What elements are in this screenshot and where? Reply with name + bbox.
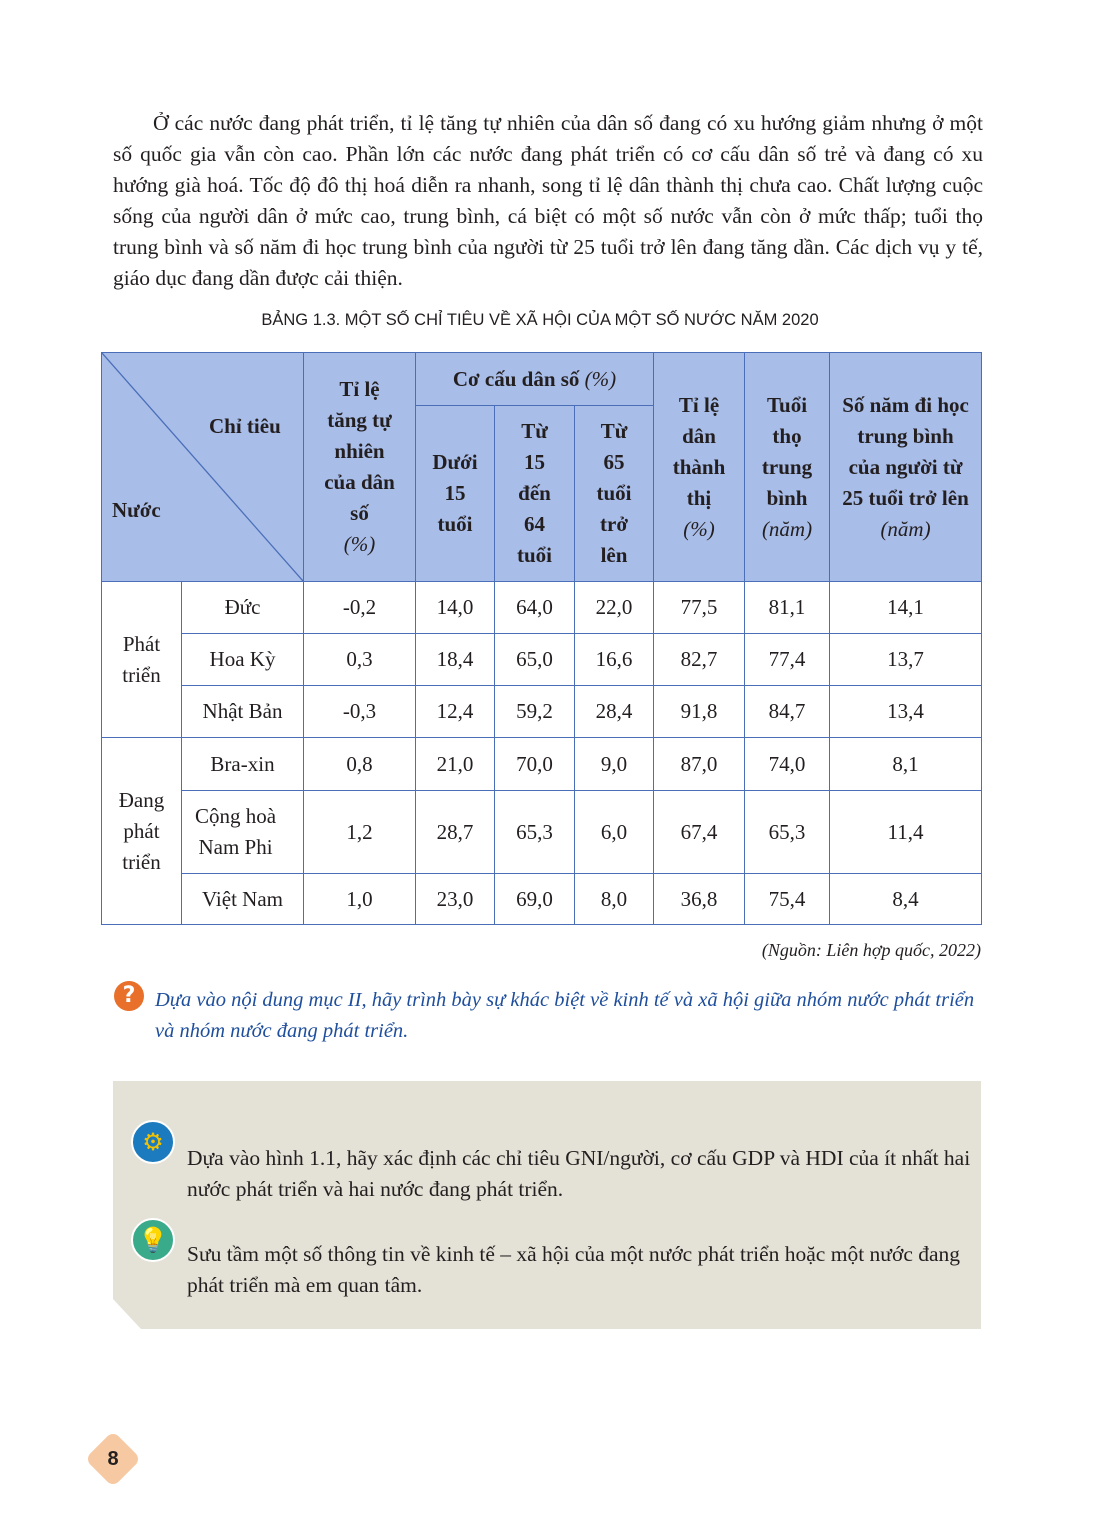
header-15-64 bbox=[495, 406, 575, 582]
value-cell: 65,0 bbox=[495, 634, 575, 686]
header-structure-unit: (%) bbox=[584, 366, 617, 391]
value-cell: 65,3 bbox=[495, 791, 575, 874]
value-cell: 69,0 bbox=[495, 874, 575, 925]
value-cell: 22,0 bbox=[575, 582, 654, 634]
value-cell: 28,7 bbox=[416, 791, 495, 874]
value-cell: 36,8 bbox=[654, 874, 745, 925]
value-cell: 77,5 bbox=[654, 582, 745, 634]
value-cell: 0,8 bbox=[304, 738, 416, 791]
value-cell: 70,0 bbox=[495, 738, 575, 791]
table-row bbox=[102, 874, 982, 925]
header-life-unit: (năm) bbox=[761, 516, 813, 541]
header-growth-label: Tỉ lệ tăng tự nhiên của dân số bbox=[324, 377, 395, 525]
group-cell: Phát triển bbox=[102, 582, 182, 738]
header-life bbox=[745, 353, 830, 582]
country-cell: Bra-xin bbox=[182, 738, 304, 791]
corner-header-cell bbox=[102, 353, 304, 582]
header-65 bbox=[575, 406, 654, 582]
value-cell: 64,0 bbox=[495, 582, 575, 634]
value-cell: 91,8 bbox=[654, 686, 745, 738]
value-cell: 77,4 bbox=[745, 634, 830, 686]
activity-text-apply: Sưu tầm một số thông tin về kinh tế – xã hội của một nước phát triển hoặc một nước đang phát triển mà em quan tâm. bbox=[187, 1242, 961, 1297]
value-cell: 11,4 bbox=[830, 791, 982, 874]
social-indicators-table bbox=[101, 352, 982, 925]
table-row bbox=[102, 582, 982, 634]
lightbulb-icon: 💡 bbox=[131, 1218, 175, 1262]
table-row bbox=[102, 634, 982, 686]
header-structure-label: Cơ cấu dân số bbox=[452, 366, 580, 391]
value-cell: 75,4 bbox=[745, 874, 830, 925]
country-cell: Hoa Kỳ bbox=[182, 634, 304, 686]
question-icon: ? bbox=[114, 981, 144, 1011]
value-cell: 13,4 bbox=[830, 686, 982, 738]
value-cell: 23,0 bbox=[416, 874, 495, 925]
header-urban bbox=[654, 353, 745, 582]
value-cell: 82,7 bbox=[654, 634, 745, 686]
question-text: Dựa vào nội dung mục II, hãy trình bày sự khác biệt về kinh tế và xã hội giữa nhóm nước phát triển và nhóm nước đang phát triển. bbox=[155, 989, 975, 1042]
header-school-label: Số năm đi học trung bình của người từ 25 tuổi trở lên bbox=[842, 392, 969, 510]
value-cell: 81,1 bbox=[745, 582, 830, 634]
value-cell: 8,0 bbox=[575, 874, 654, 925]
diagonal-line bbox=[102, 353, 303, 581]
header-under15 bbox=[416, 406, 495, 582]
table-title: BẢNG 1.3. MỘT SỐ CHỈ TIÊU VỀ XÃ HỘI CỦA MỘT SỐ NƯỚC NĂM 2020 bbox=[261, 311, 819, 329]
value-cell: 1,0 bbox=[304, 874, 416, 925]
header-growth-unit: (%) bbox=[343, 532, 376, 556]
header-15-64-label: Từ 15 đến 64 tuổi bbox=[516, 419, 552, 567]
value-cell: -0,2 bbox=[304, 582, 416, 634]
header-growth bbox=[304, 353, 416, 582]
corner-label-indicator: Chỉ tiêu bbox=[209, 414, 281, 438]
value-cell: 8,4 bbox=[830, 874, 982, 925]
table-row bbox=[102, 686, 982, 738]
value-cell: 74,0 bbox=[745, 738, 830, 791]
value-cell: 12,4 bbox=[416, 686, 495, 738]
value-cell: 9,0 bbox=[575, 738, 654, 791]
value-cell: -0,3 bbox=[304, 686, 416, 738]
value-cell: 87,0 bbox=[654, 738, 745, 791]
intro-paragraph: Ở các nước đang phát triển, tỉ lệ tăng tự nhiên của dân số đang có xu hướng giảm nhưng ở một số quốc gia vẫn còn cao. Phần lớn các nước đang phát triển có cơ cấu dân số trẻ và đang có xu hướng già hoá. Tốc độ đô thị hoá diễn ra nhanh, song tỉ lệ dân thành thị chưa cao. Chất lượng cuộc sống của người dân ở mức cao, trung bình, cá biệt có một số nước vẫn còn ở mức thấp; tuổi thọ trung bình và số năm đi học trung bình của người từ 25 tuổi trở lên đang tăng dần. Các dịch vụ y tế, giáo dục đang dần được cải thiện. bbox=[113, 111, 983, 290]
page-number: 8 bbox=[107, 1448, 119, 1470]
value-cell: 21,0 bbox=[416, 738, 495, 791]
header-urban-unit: (%) bbox=[683, 516, 715, 541]
corner-label-country: Nước bbox=[112, 498, 161, 522]
country-cell bbox=[182, 791, 304, 874]
country-cell: Việt Nam bbox=[182, 874, 304, 925]
value-cell: 1,2 bbox=[304, 791, 416, 874]
gear-icon: ⚙ bbox=[131, 1120, 175, 1164]
country-cell-text: Cộng hoà Nam Phi bbox=[194, 804, 277, 859]
value-cell: 28,4 bbox=[575, 686, 654, 738]
value-cell: 67,4 bbox=[654, 791, 745, 874]
table-row bbox=[102, 791, 982, 874]
header-65-label: Từ 65 tuổi trở lên bbox=[596, 419, 632, 567]
header-school bbox=[830, 353, 982, 582]
value-cell: 16,6 bbox=[575, 634, 654, 686]
header-under15-label: Dưới 15 tuổi bbox=[432, 450, 478, 536]
value-cell: 0,3 bbox=[304, 634, 416, 686]
value-cell: 14,1 bbox=[830, 582, 982, 634]
group-cell: Đang phát triển bbox=[102, 738, 182, 925]
value-cell: 84,7 bbox=[745, 686, 830, 738]
header-life-label: Tuổi thọ trung bình bbox=[761, 392, 813, 510]
table-source: (Nguồn: Liên hợp quốc, 2022) bbox=[761, 940, 981, 960]
country-cell: Đức bbox=[182, 582, 304, 634]
table-row bbox=[102, 738, 982, 791]
country-cell: Nhật Bản bbox=[182, 686, 304, 738]
value-cell: 14,0 bbox=[416, 582, 495, 634]
header-urban-label: Tỉ lệ dân thành thị bbox=[672, 392, 726, 510]
value-cell: 18,4 bbox=[416, 634, 495, 686]
header-school-unit: (năm) bbox=[880, 516, 931, 541]
activity-text-practice: Dựa vào hình 1.1, hãy xác định các chỉ tiêu GNI/người, cơ cấu GDP và HDI của ít nhất hai nước phát triển và hai nước đang phát triển. bbox=[187, 1146, 971, 1201]
value-cell: 65,3 bbox=[745, 791, 830, 874]
value-cell: 6,0 bbox=[575, 791, 654, 874]
value-cell: 8,1 bbox=[830, 738, 982, 791]
header-structure bbox=[416, 353, 654, 406]
value-cell: 13,7 bbox=[830, 634, 982, 686]
value-cell: 59,2 bbox=[495, 686, 575, 738]
